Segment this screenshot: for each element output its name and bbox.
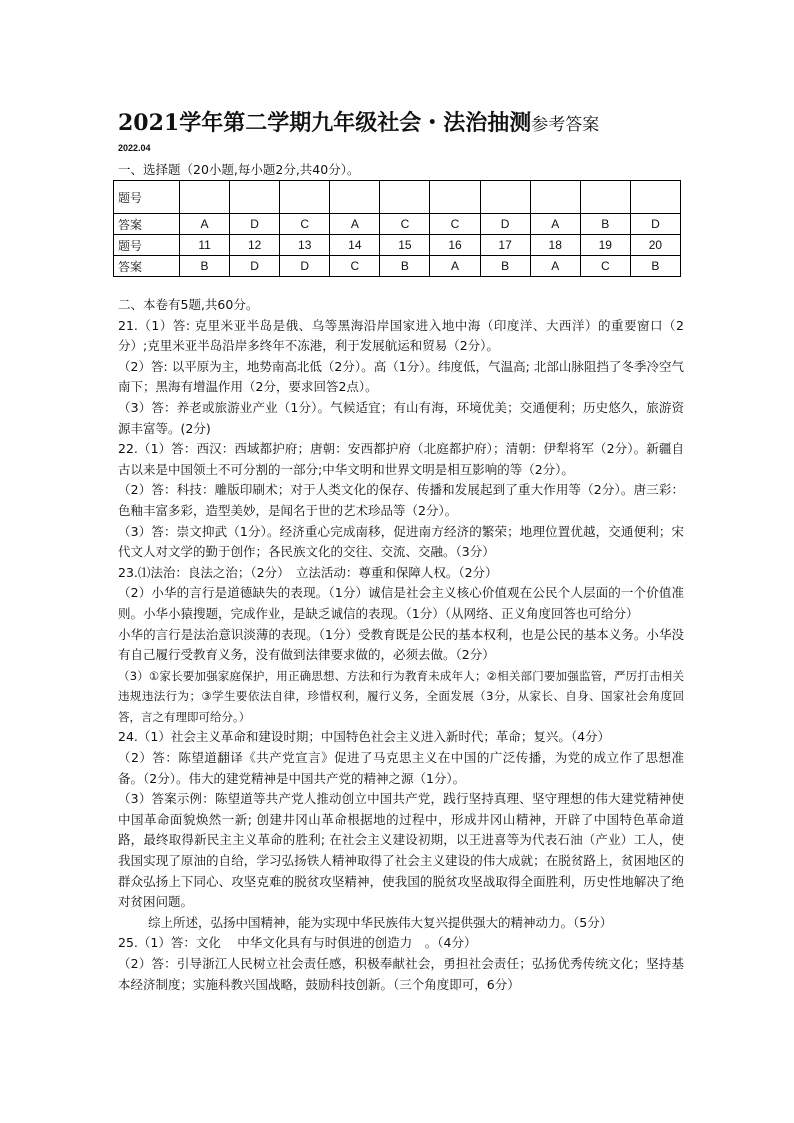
- table-cell: C: [430, 214, 480, 235]
- answer-q24-2: （2）答：陈望道翻译《共产党宣言》促进了马克思主义在中国的广泛传播，为党的成立作了思想准备。（2分）。伟大的建党精神是中国共产党的精神之源（1分）。: [118, 750, 684, 786]
- section2-heading: 二、本卷有5题,共60分。: [118, 297, 259, 312]
- table-cell: 18: [530, 235, 580, 256]
- table-cell: C: [280, 214, 330, 235]
- answer-q22-1: 22.（1）答：西汉：西域都护府；唐朝：安西都护府（北庭都护府）；清朝：伊犁将军（2分）。新疆自古以来是中国领土不可分割的一部分;中华文明和世界文明是相互影响的等（2分）。: [118, 441, 684, 477]
- answer-q25-2: （2）答：引导浙江人民树立社会责任感，积极奉献社会，勇担社会责任；弘扬优秀传统文化；坚持基本经济制度；实施科教兴国战略，鼓励科技创新。（三个角度即可，6分）: [118, 956, 684, 992]
- table-cell: A: [330, 214, 380, 235]
- table-cell: 16: [430, 235, 480, 256]
- table-cell: 14: [330, 235, 380, 256]
- answer-q23-2b: 小华的言行是法治意识淡薄的表现。（1分）受教育既是公民的基本权利，也是公民的基本义务。小华没有自己履行受教育义务，没有做到法律要求做的，必须去做。（2分）: [118, 626, 684, 663]
- table-cell: C: [580, 256, 630, 277]
- table-cell: D: [280, 256, 330, 277]
- row-label: 题号: [114, 181, 180, 214]
- row-label: 题号: [114, 235, 180, 256]
- row-label: 答案: [114, 256, 180, 277]
- table-cell: A: [430, 256, 480, 277]
- table-cell: D: [230, 256, 280, 277]
- answer-q23-1: 23.⑴法治：良法之治；（2分） 立法活动：尊重和保障人权。（2分）: [118, 564, 498, 580]
- table-cell: [380, 181, 430, 214]
- table-cell: B: [630, 256, 680, 277]
- table-cell: D: [630, 214, 680, 235]
- table-cell: 20: [630, 235, 680, 256]
- table-cell: A: [530, 256, 580, 277]
- table-cell: 13: [280, 235, 330, 256]
- title-main: 2021学年第二学期九年级社会・法治抽测: [118, 110, 532, 136]
- title-subtitle: 参考答案: [531, 115, 600, 135]
- table-cell: D: [230, 214, 280, 235]
- table-cell: B: [180, 256, 230, 277]
- table-row: [114, 256, 681, 277]
- table-cell: B: [580, 214, 630, 235]
- table-cell: [530, 181, 580, 214]
- answer-table: [113, 180, 681, 277]
- answer-q21-1: 21.（1）答: 克里米亚半岛是俄、乌等黑海沿岸国家进入地中海（印度洋、大西洋）的重要窗口（2分）;克里米亚半岛沿岸多终年不冻港，利于发展航运和贸易（2分）。: [118, 317, 684, 354]
- table-cell: B: [380, 256, 430, 277]
- table-cell: [180, 181, 230, 214]
- answer-q23-2a: （2）小华的言行是道德缺失的表现。（1分）诚信是社会主义核心价值观在公民个人层面的一个价值准则。小华小猿搜题，完成作业，是缺乏诚信的表现。（1分）（从网络、正义角度回答也可给分）: [118, 585, 684, 621]
- table-cell: [430, 181, 480, 214]
- table-cell: [280, 181, 330, 214]
- answer-q24-1: 24.（1）社会主义革命和建设时期；中国特色社会主义进入新时代；革命；复兴。（4分）: [118, 729, 611, 745]
- table-cell: [480, 181, 530, 214]
- table-cell: A: [530, 214, 580, 235]
- table-cell: [230, 181, 280, 214]
- table-cell: C: [380, 214, 430, 235]
- row-label: 答案: [114, 214, 180, 235]
- document-date: 2022.04: [118, 143, 151, 153]
- table-row: [114, 214, 681, 235]
- table-cell: A: [180, 214, 230, 235]
- answer-q24-3: （3）答案示例：陈望道等共产党人推动创立中国共产党，践行坚持真理、坚守理想的伟大建党精神使中国革命面貌焕然一新; 创建井冈山革命根据地的过程中，形成井冈山精神，开辟了中国特色革命道路，最终取得新民主主义革命的胜利; 在社会主义建设初期，以王进喜等为代表石油（产业）工人，使我国实现了原油的自给，学习弘扬铁人精神取得了社会主义建设的伟大成就；在脱贫路上，贫困地区的群众弘扬上下同心、攻坚克难的脱贫攻坚精神，使我国的脱贫攻坚战取得全面胜利，历史性地解决了绝对贫困问题。: [118, 791, 684, 910]
- answer-q23-3: （3）①家长要加强家庭保护，用正确思想、方法和行为教育未成年人；②相关部门要加强监管，严厉打击相关违规违法行为；③学生要依法自律，珍惜权利，履行义务，全面发展（3分，从家长、自身、国家社会角度回答，言之有理即可给分。）: [118, 668, 684, 724]
- table-cell: [330, 181, 380, 214]
- answer-q22-3: （3）答：崇文抑武（1分）。经济重心完成南移，促进南方经济的繁荣；地理位置优越，交通便利；宋代文人对文学的勤于创作；各民族文化的交往、交流、交融。（3分）: [118, 523, 684, 560]
- answer-q24-summary: 综上所述，弘扬中国精神，能为实现中华民族伟大复兴提供强大的精神动力。（5分）: [148, 914, 613, 930]
- table-cell: 11: [180, 235, 230, 256]
- table-cell: 15: [380, 235, 430, 256]
- table-cell: 19: [580, 235, 630, 256]
- answer-q21-3: （3）答：养老或旅游业产业（1分）。气候适宜；有山有海，环境优美；交通便利；历史悠久，旅游资源丰富等。(2分): [118, 399, 684, 436]
- table-cell: [630, 181, 680, 214]
- table-cell: D: [480, 214, 530, 235]
- table-row: [114, 181, 681, 214]
- answer-q25-1: 25.（1）答：文化 中华文化具有与时俱进的创造力 。（4分）: [118, 935, 477, 951]
- table-cell: 12: [230, 235, 280, 256]
- answer-q22-2: （2）答：科技：雕版印刷术；对于人类文化的保存、传播和发展起到了重大作用等（2分）。唐三彩：色釉丰富多彩，造型美妙，是闻名于世的艺术珍品等（2分）。: [118, 482, 684, 518]
- document-title: [118, 106, 599, 137]
- table-cell: C: [330, 256, 380, 277]
- answers-body: [118, 295, 684, 995]
- table-cell: B: [480, 256, 530, 277]
- section1-heading: 一、选择题（20小题,每小题2分,共40分）。: [118, 162, 360, 177]
- table-cell: 17: [480, 235, 530, 256]
- table-cell: [580, 181, 630, 214]
- table-row: [114, 235, 681, 256]
- answer-q21-2: （2）答: 以平原为主，地势南高北低（2分）。高（1分）。纬度低，气温高; 北部山脉阻挡了冬季冷空气南下；黑海有增温作用（2分，要求回答2点）。: [118, 358, 684, 395]
